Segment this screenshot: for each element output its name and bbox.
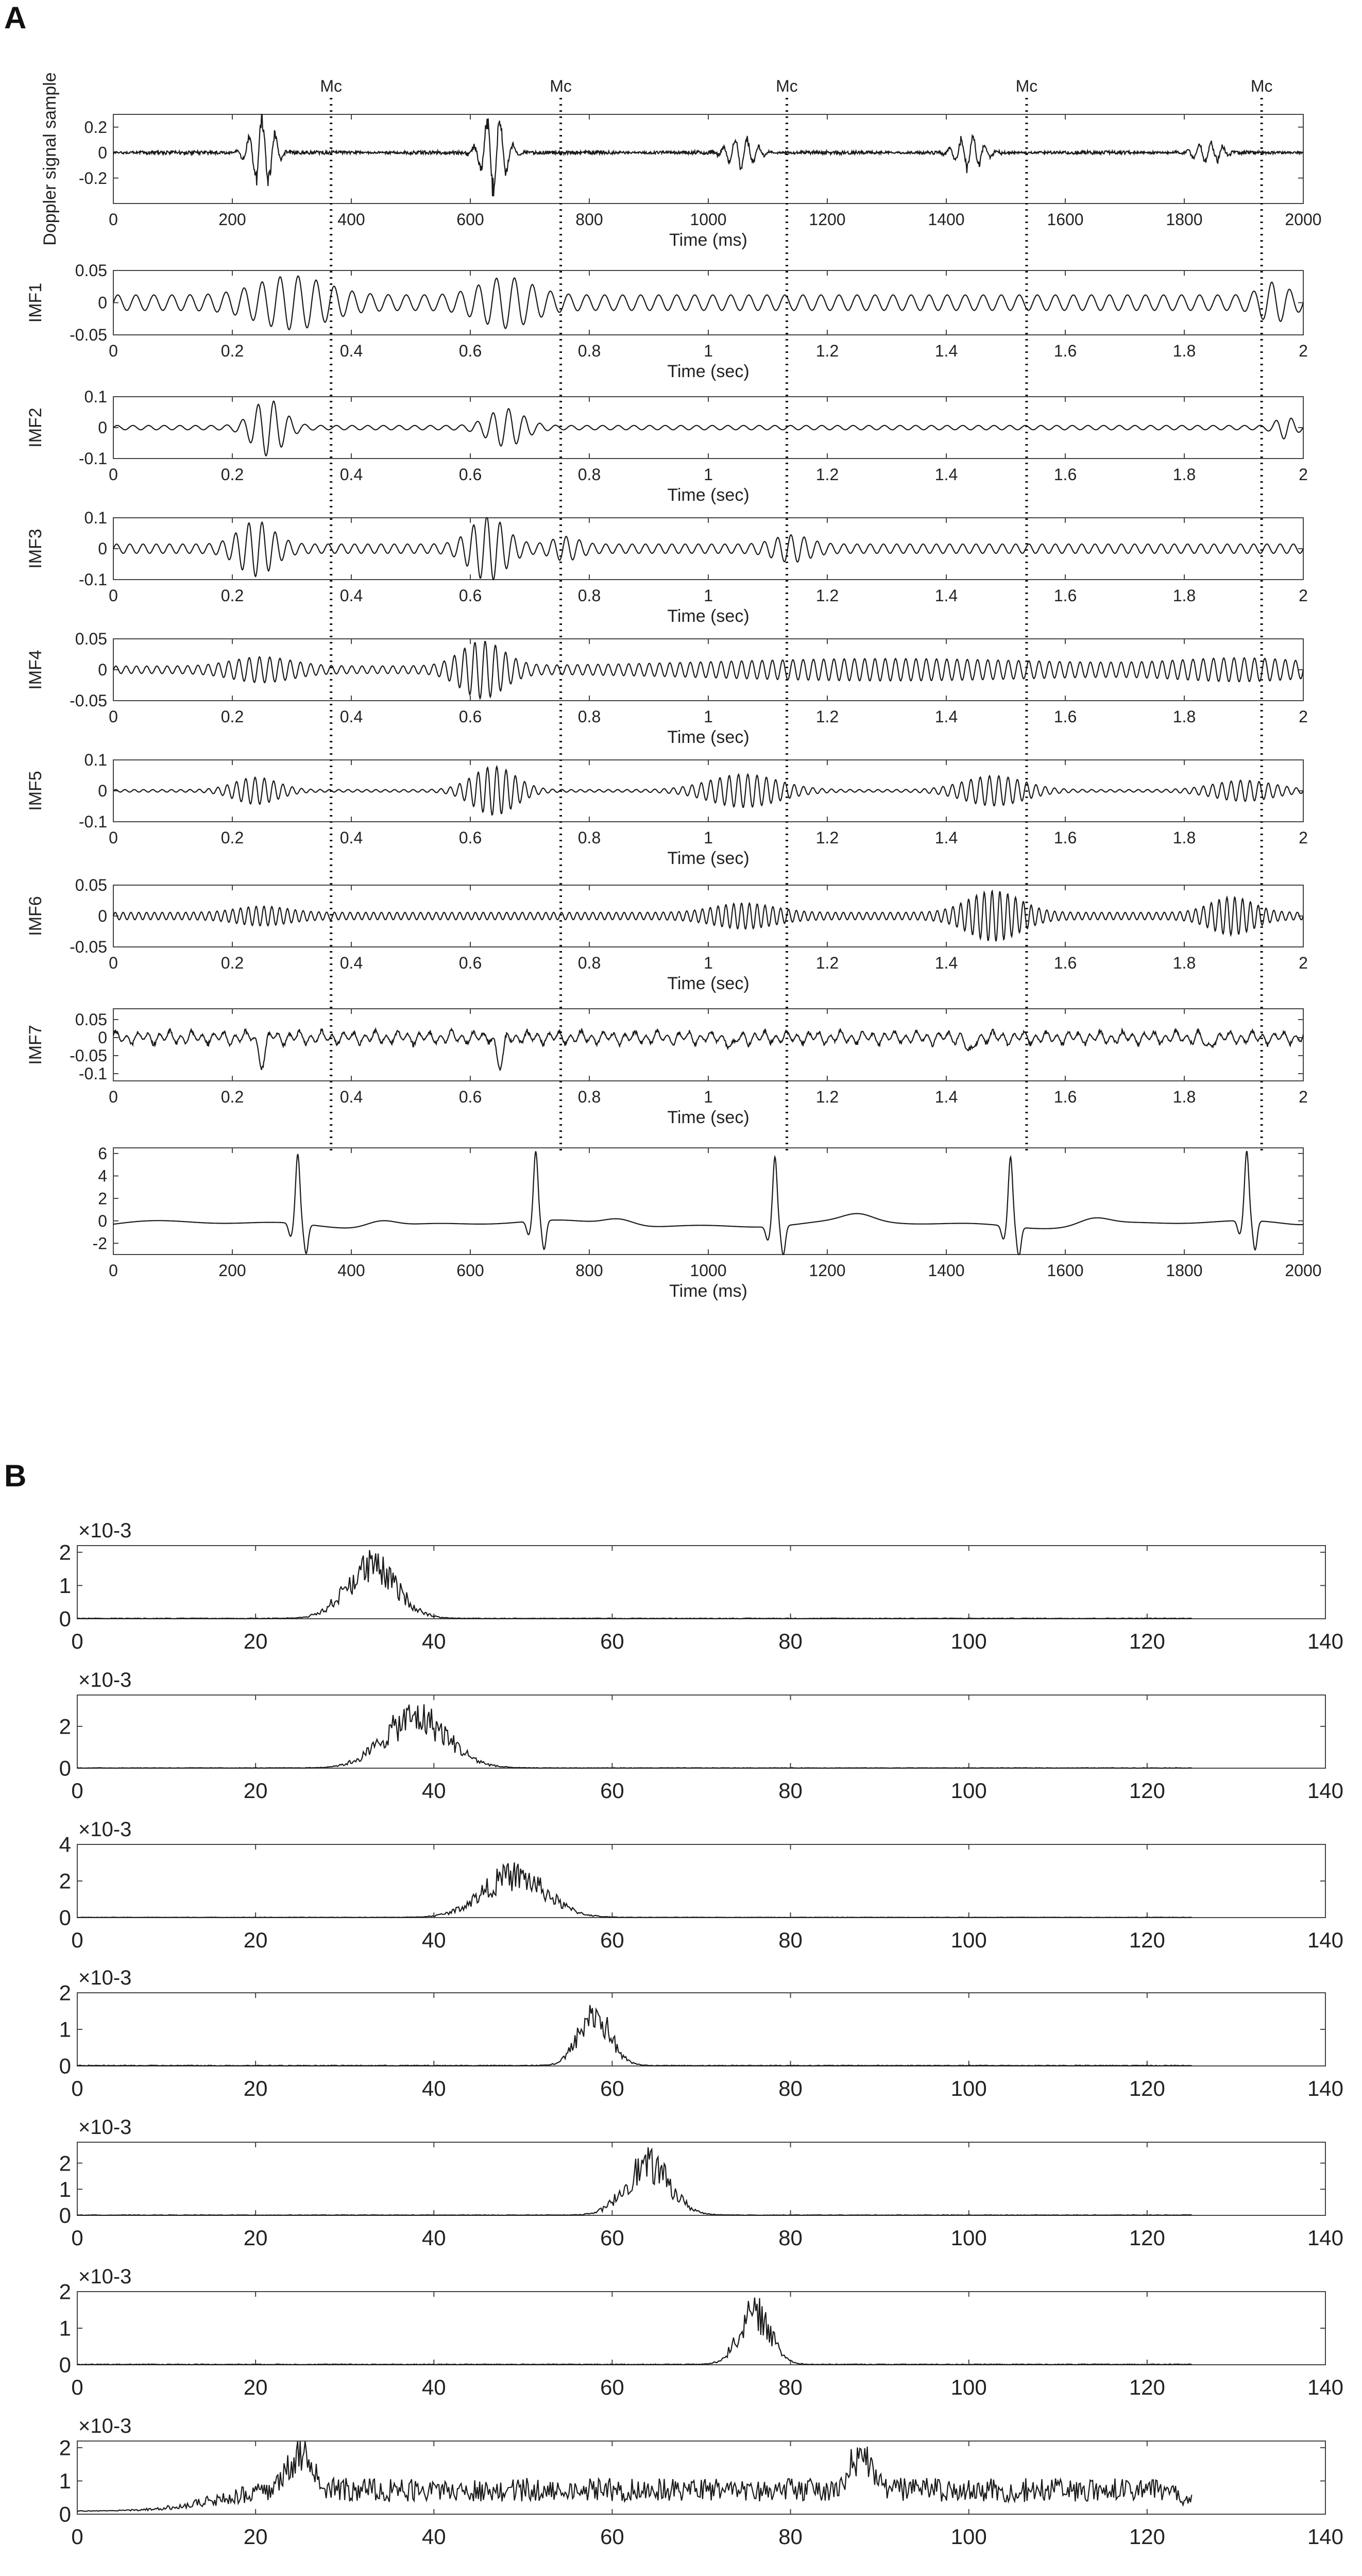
imf6-series-line [113,891,1303,941]
mc-marker-label: Mc [776,77,798,95]
imf7-ytick-label: -0.1 [78,1064,107,1083]
imf6-xtick-label: 0.6 [458,954,482,972]
spec3-xtick-label: 80 [778,1928,803,1952]
spec2-xtick-label: 80 [778,1778,803,1803]
imf6-xtick-label: 0.2 [220,954,244,972]
spec1-xtick-label: 80 [778,1629,803,1653]
spec4-xtick-label: 0 [71,2076,83,2100]
imf1-xtick-label: 2 [1299,342,1308,360]
imf3-xtick-label: 1.4 [934,586,958,605]
imf5-xtick-label: 2 [1299,828,1308,847]
spec2-xtick-label: 120 [1129,1778,1165,1803]
spec4-xtick-label: 80 [778,2076,803,2100]
spec6-xtick-label: 20 [243,2375,268,2399]
spec3-xtick-label: 0 [71,1928,83,1952]
spec1-ytick-label: 0 [59,1606,71,1631]
imf5-xtick-label: 0.8 [577,828,601,847]
imf4-xtick-label: 2 [1299,707,1308,726]
imf4-xtick-label: 0 [109,707,118,726]
imf5-xtick-label: 0.2 [220,828,244,847]
doppler-xtick-label: 1600 [1047,210,1084,229]
imf2-xtick-label: 1.2 [815,465,839,484]
imf1-ytick-label: 0 [98,293,107,312]
spec2-exponent-label: ×10-3 [78,1669,132,1691]
spec2-xtick-label: 20 [243,1778,268,1803]
imf5-xlabel: Time (sec) [667,849,750,868]
imf3-xtick-label: 0.8 [577,586,601,605]
spec7-exponent-label: ×10-3 [78,2415,132,2437]
spec5-xtick-label: 40 [421,2226,446,2250]
panel-a-label: A [4,1,27,35]
imf3-xtick-label: 0.4 [339,586,363,605]
imf1-series-line [113,276,1303,330]
imf5-xtick-label: 1.2 [815,828,839,847]
spec3-xtick-label: 60 [600,1928,624,1952]
imf2-xtick-label: 0.4 [339,465,363,484]
imf2-ylabel: IMF2 [26,408,45,448]
imf1-xtick-label: 0.8 [577,342,601,360]
doppler-xtick-label: 2000 [1285,210,1322,229]
spec7-xtick-label: 40 [421,2524,446,2549]
mc-marker-label: Mc [1015,77,1038,95]
spec1-exponent-label: ×10-3 [78,1519,132,1542]
imf3-ytick-label: -0.1 [78,570,107,589]
spec7-xtick-label: 60 [600,2524,624,2549]
imf7-ytick-label: -0.05 [70,1046,107,1065]
imf7-xtick-label: 0.4 [339,1088,363,1106]
imf5-series-line [113,767,1303,815]
spec3-frame [77,1844,1325,1918]
imf1-xtick-label: 0.4 [339,342,363,360]
spec7-xtick-label: 80 [778,2524,803,2549]
spec7-series-line [77,2441,1191,2512]
spec3-series-line [77,1862,1191,1918]
imf6-ylabel: IMF6 [26,896,45,936]
imf1-xtick-label: 1.4 [934,342,958,360]
imf2-ytick-label: -0.1 [78,449,107,468]
spec1-series-line [77,1550,1191,1619]
imf2-xtick-label: 0.6 [458,465,482,484]
spec4-xtick-label: 140 [1307,2076,1344,2100]
spec1-xtick-label: 0 [71,1629,83,1653]
imf7-xtick-label: 0.8 [577,1088,601,1106]
imf5-xtick-label: 0.6 [458,828,482,847]
spec5-xtick-label: 60 [600,2226,624,2250]
doppler-ytick-label: 0 [98,143,107,162]
spec7-xtick-label: 0 [71,2524,83,2549]
spec5-frame [77,2142,1325,2215]
doppler-xtick-label: 1400 [928,210,965,229]
ecg-ytick-label: -2 [92,1234,107,1253]
imf7-xtick-label: 1.8 [1172,1088,1196,1106]
imf7-xlabel: Time (sec) [667,1108,750,1127]
spec6-xtick-label: 120 [1129,2375,1165,2399]
ecg-xtick-label: 2000 [1285,1261,1322,1280]
spec2-ytick-label: 2 [59,1714,71,1739]
spec4-ytick-label: 2 [59,1980,71,2005]
imf3-xtick-label: 0 [109,586,118,605]
imf1-xtick-label: 1.8 [1172,342,1196,360]
spec1-xtick-label: 140 [1307,1629,1344,1653]
imf7-xtick-label: 1.2 [815,1088,839,1106]
imf6-xtick-label: 0 [109,954,118,972]
imf7-xtick-label: 0.6 [458,1088,482,1106]
imf2-xtick-label: 1.4 [934,465,958,484]
spec2-xtick-label: 40 [421,1778,446,1803]
spec3-ytick-label: 4 [59,1832,71,1857]
imf1-ylabel: IMF1 [26,282,45,323]
imf2-xtick-label: 1.8 [1172,465,1196,484]
doppler-xtick-label: 1000 [690,210,727,229]
imf7-xtick-label: 2 [1299,1088,1308,1106]
spec6-series-line [77,2298,1191,2365]
spec4-xtick-label: 40 [421,2076,446,2100]
spec4-xtick-label: 60 [600,2076,624,2100]
imf4-ytick-label: -0.05 [70,691,107,710]
spec4-exponent-label: ×10-3 [78,1967,132,1989]
imf3-xlabel: Time (sec) [667,606,750,626]
imf4-xtick-label: 0.2 [220,707,244,726]
spec6-xtick-label: 0 [71,2375,83,2399]
doppler-xtick-label: 0 [109,210,118,229]
imf2-xtick-label: 1 [704,465,713,484]
imf6-xtick-label: 1.2 [815,954,839,972]
spec1-xtick-label: 40 [421,1629,446,1653]
spec2-ytick-label: 0 [59,1756,71,1781]
imf5-xtick-label: 1.6 [1053,828,1077,847]
imf2-xtick-label: 1.6 [1053,465,1077,484]
imf6-xtick-label: 2 [1299,954,1308,972]
imf6-xtick-label: 0.8 [577,954,601,972]
imf4-series-line [113,641,1303,699]
imf4-xtick-label: 0.4 [339,707,363,726]
ecg-xtick-label: 400 [337,1261,365,1280]
imf6-ytick-label: 0.05 [75,876,107,895]
spec5-exponent-label: ×10-3 [78,2116,132,2139]
imf3-ylabel: IMF3 [26,529,45,569]
spec2-xtick-label: 140 [1307,1778,1344,1803]
imf5-ytick-label: 0.1 [84,751,107,770]
spec7-frame [77,2441,1325,2514]
imf5-xtick-label: 1.8 [1172,828,1196,847]
imf4-ylabel: IMF4 [26,650,45,690]
imf4-xlabel: Time (sec) [667,727,750,747]
spec1-ytick-label: 1 [59,1573,71,1598]
imf2-ytick-label: 0.1 [84,387,107,406]
imf3-ytick-label: 0.1 [84,509,107,528]
imf4-xtick-label: 0.8 [577,707,601,726]
spec6-xtick-label: 60 [600,2375,624,2399]
imf5-xtick-label: 1.4 [934,828,958,847]
spec4-frame [77,1993,1325,2066]
spec6-frame [77,2292,1325,2365]
spec4-ytick-label: 1 [59,2017,71,2042]
imf5-ylabel: IMF5 [26,771,45,811]
imf4-xtick-label: 1.2 [815,707,839,726]
imf4-xtick-label: 1.8 [1172,707,1196,726]
doppler-ytick-label: 0.2 [84,117,107,137]
spec5-series-line [77,2147,1191,2215]
doppler-xtick-label: 1800 [1166,210,1203,229]
imf3-ytick-label: 0 [98,539,107,558]
imf1-xtick-label: 1.6 [1053,342,1077,360]
ecg-xtick-label: 1200 [809,1261,846,1280]
imf1-ytick-label: 0.05 [75,261,107,280]
imf2-xtick-label: 0.8 [577,465,601,484]
ecg-xtick-label: 1600 [1047,1261,1084,1280]
ecg-ytick-label: 4 [98,1166,107,1185]
spec1-xtick-label: 100 [950,1629,987,1653]
spec4-series-line [77,2005,1191,2066]
imf5-xtick-label: 1 [704,828,713,847]
imf6-ytick-label: -0.05 [70,938,107,957]
spec7-xtick-label: 140 [1307,2524,1344,2549]
imf6-xlabel: Time (sec) [667,974,750,993]
spec3-exponent-label: ×10-3 [78,1818,132,1841]
imf1-xtick-label: 1.2 [815,342,839,360]
imf5-ytick-label: -0.1 [78,812,107,832]
ecg-xtick-label: 1000 [690,1261,727,1280]
spec3-xtick-label: 120 [1129,1928,1165,1952]
ecg-xtick-label: 200 [218,1261,246,1280]
imf5-ytick-label: 0 [98,782,107,801]
spec2-xtick-label: 100 [950,1778,987,1803]
imf3-xtick-label: 1.6 [1053,586,1077,605]
spec6-exponent-label: ×10-3 [78,2265,132,2288]
spec1-xtick-label: 120 [1129,1629,1165,1653]
doppler-xtick-label: 400 [337,210,365,229]
spec3-xtick-label: 100 [950,1928,987,1952]
imf4-xtick-label: 1 [704,707,713,726]
spec6-xtick-label: 80 [778,2375,803,2399]
imf3-xtick-label: 0.2 [220,586,244,605]
spec5-xtick-label: 20 [243,2226,268,2250]
spec5-xtick-label: 140 [1307,2226,1344,2250]
ecg-ytick-label: 0 [98,1211,107,1230]
spec6-ytick-label: 0 [59,2352,71,2377]
doppler-ytick-label: -0.2 [78,168,107,188]
imf7-ytick-label: 0.05 [75,1010,107,1029]
spec4-ytick-label: 0 [59,2054,71,2078]
ecg-series-line [113,1151,1303,1255]
imf7-series-line [113,1028,1303,1070]
imf7-xtick-label: 1 [704,1088,713,1106]
panel-b-label: B [4,1459,27,1493]
imf4-ytick-label: 0 [98,660,107,680]
spec2-xtick-label: 60 [600,1778,624,1803]
spec3-ytick-label: 2 [59,1869,71,1893]
imf4-ytick-label: 0.05 [75,630,107,649]
spec1-xtick-label: 60 [600,1629,624,1653]
imf2-xtick-label: 2 [1299,465,1308,484]
ecg-frame [113,1148,1303,1255]
imf6-xtick-label: 1 [704,954,713,972]
spec5-ytick-label: 0 [59,2203,71,2228]
ecg-xtick-label: 800 [575,1261,603,1280]
ecg-xlabel: Time (ms) [669,1281,747,1301]
doppler-xtick-label: 200 [218,210,246,229]
imf4-xtick-label: 0.6 [458,707,482,726]
spec4-xtick-label: 20 [243,2076,268,2100]
imf5-xtick-label: 0.4 [339,828,363,847]
ecg-xtick-label: 1800 [1166,1261,1203,1280]
imf1-xlabel: Time (sec) [667,362,750,381]
spec6-xtick-label: 140 [1307,2375,1344,2399]
spec5-ytick-label: 2 [59,2151,71,2176]
spec6-xtick-label: 100 [950,2375,987,2399]
spec1-xtick-label: 20 [243,1629,268,1653]
spec7-xtick-label: 120 [1129,2524,1165,2549]
doppler-xlabel: Time (ms) [669,230,747,250]
imf2-series-line [113,401,1303,456]
ecg-xtick-label: 600 [456,1261,484,1280]
spec3-ytick-label: 0 [59,1905,71,1930]
doppler-series-line [113,114,1303,196]
imf5-xtick-label: 0 [109,828,118,847]
imf7-frame [113,1009,1303,1081]
imf6-xtick-label: 0.4 [339,954,363,972]
imf6-ytick-label: 0 [98,907,107,926]
doppler-xtick-label: 1200 [809,210,846,229]
imf2-ytick-label: 0 [98,418,107,437]
imf1-xtick-label: 1 [704,342,713,360]
spec4-xtick-label: 100 [950,2076,987,2100]
spec5-xtick-label: 0 [71,2226,83,2250]
ecg-xtick-label: 0 [109,1261,118,1280]
spec1-frame [77,1546,1325,1619]
spec2-series-line [77,1704,1191,1768]
mc-marker-label: Mc [1250,77,1273,95]
spec5-xtick-label: 80 [778,2226,803,2250]
imf2-xlabel: Time (sec) [667,485,750,505]
imf3-xtick-label: 1.8 [1172,586,1196,605]
imf7-xtick-label: 1.6 [1053,1088,1077,1106]
mc-marker-label: Mc [550,77,572,95]
spec2-frame [77,1695,1325,1768]
spec1-ytick-label: 2 [59,1540,71,1565]
imf3-xtick-label: 0.6 [458,586,482,605]
imf6-xtick-label: 1.4 [934,954,958,972]
ecg-xtick-label: 1400 [928,1261,965,1280]
imf7-ytick-label: 0 [98,1028,107,1047]
spec2-xtick-label: 0 [71,1778,83,1803]
doppler-ylabel: Doppler signal sample [40,72,60,246]
spec5-xtick-label: 120 [1129,2226,1165,2250]
spec3-xtick-label: 140 [1307,1928,1344,1952]
imf7-ylabel: IMF7 [26,1025,45,1065]
doppler-frame [113,114,1303,204]
ecg-ytick-label: 6 [98,1144,107,1163]
doppler-xtick-label: 800 [575,210,603,229]
imf1-ytick-label: -0.05 [70,326,107,345]
mc-marker-label: Mc [320,77,343,95]
spec5-ytick-label: 1 [59,2177,71,2201]
imf3-series-line [113,518,1303,580]
imf1-xtick-label: 0.6 [458,342,482,360]
imf4-xtick-label: 1.6 [1053,707,1077,726]
spec7-ytick-label: 1 [59,2469,71,2494]
imf4-xtick-label: 1.4 [934,707,958,726]
doppler-xtick-label: 600 [456,210,484,229]
spec7-xtick-label: 100 [950,2524,987,2549]
imf2-xtick-label: 0 [109,465,118,484]
imf1-xtick-label: 0 [109,342,118,360]
imf1-xtick-label: 0.2 [220,342,244,360]
spec7-xtick-label: 20 [243,2524,268,2549]
spec6-xtick-label: 40 [421,2375,446,2399]
imf7-xtick-label: 0 [109,1088,118,1106]
imf6-xtick-label: 1.8 [1172,954,1196,972]
imf7-xtick-label: 1.4 [934,1088,958,1106]
imf3-xtick-label: 1.2 [815,586,839,605]
spec6-ytick-label: 2 [59,2279,71,2304]
imf2-xtick-label: 0.2 [220,465,244,484]
spec3-xtick-label: 20 [243,1928,268,1952]
spec5-xtick-label: 100 [950,2226,987,2250]
ecg-ytick-label: 2 [98,1189,107,1208]
spec6-ytick-label: 1 [59,2316,71,2341]
imf3-xtick-label: 2 [1299,586,1308,605]
imf3-xtick-label: 1 [704,586,713,605]
spec7-ytick-label: 2 [59,2435,71,2460]
spec4-xtick-label: 120 [1129,2076,1165,2100]
spec7-ytick-label: 0 [59,2502,71,2527]
imf7-xtick-label: 0.2 [220,1088,244,1106]
spec3-xtick-label: 40 [421,1928,446,1952]
imf6-xtick-label: 1.6 [1053,954,1077,972]
